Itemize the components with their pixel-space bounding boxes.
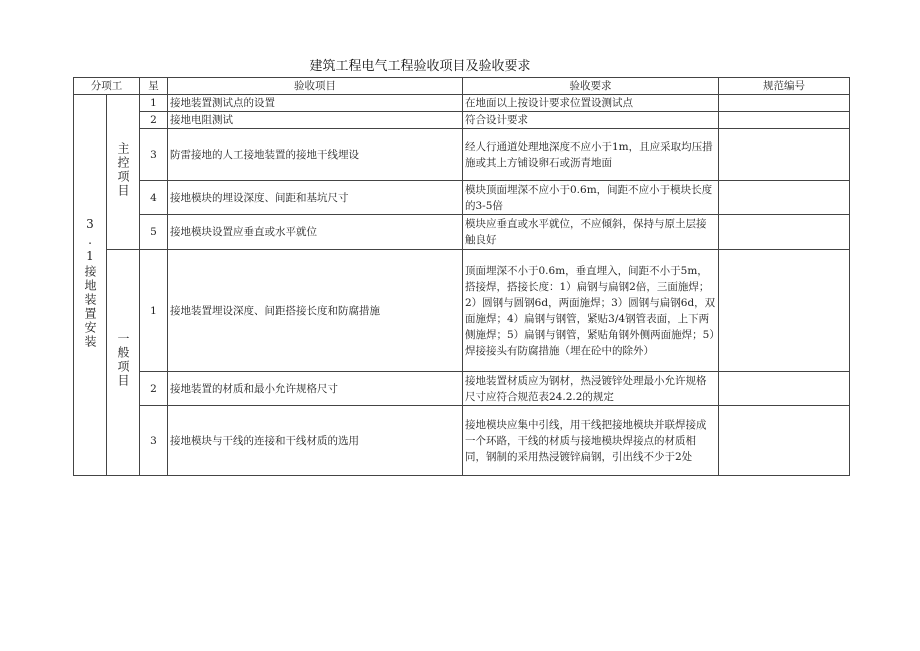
row-req: 顶面埋深不小于0.6m，垂直埋入，间距不小于5m，搭接焊，搭接长度：1）扁钢与扁钢2倍，三面施焊；2）圆钢与圆钢6d，两面施焊；3）圆钢与扁钢6d，双面施焊；4）扁钢与钢管，紧贴3/4钢管表面，上下两侧施焊；5）扁钢与钢管，紧贴角钢外侧两面施焊；5）焊接接头有防腐措施（埋在砼中的除外） [463, 250, 719, 372]
row-no: 2 [140, 372, 168, 406]
table-row [74, 406, 850, 476]
row-no: 5 [140, 215, 168, 250]
table-row [74, 372, 850, 406]
row-req: 在地面以上按设计要求位置设测试点 [463, 95, 719, 112]
row-code [719, 112, 850, 129]
row-code [719, 95, 850, 112]
page-title: 建筑工程电气工程验收项目及验收要求 [309, 59, 531, 74]
row-code [719, 406, 850, 476]
header-xu: 星 [140, 78, 168, 95]
acceptance-table [73, 77, 850, 476]
row-no: 2 [140, 112, 168, 129]
header-item: 验收项目 [168, 78, 463, 95]
row-req: 经人行通道处理地深度不应小于1m，且应采取均压措施或其上方铺设卵石或沥青地面 [463, 129, 719, 181]
row-req: 符合设计要求 [463, 112, 719, 129]
row-item: 接地装置埋设深度、间距搭接长度和防腐措施 [168, 250, 463, 372]
group-main-cell [107, 95, 140, 250]
header-row [74, 78, 850, 95]
row-no: 1 [140, 250, 168, 372]
section-cell [74, 95, 107, 476]
row-item: 接地电阻测试 [168, 112, 463, 129]
section-label: 3.1接地装置安装 [83, 216, 97, 349]
row-code [719, 215, 850, 250]
row-item: 防雷接地的人工接地装置的接地干线埋设 [168, 129, 463, 181]
row-item: 接地模块的埋设深度、间距和基坑尺寸 [168, 181, 463, 215]
table-row [74, 95, 850, 112]
group-general-label: 一般项目 [116, 332, 130, 388]
row-code [719, 372, 850, 406]
row-code [719, 129, 850, 181]
table-row [74, 215, 850, 250]
row-item: 接地模块与干线的连接和干线材质的选用 [168, 406, 463, 476]
row-no: 3 [140, 129, 168, 181]
table-row [74, 129, 850, 181]
row-req: 模块顶面埋深不应小于0.6m，间距不应小于模块长度的3-5倍 [463, 181, 719, 215]
row-req: 接地模块应集中引线，用干线把接地模块并联焊接成一个环路，干线的材质与接地模块焊接点的材质相同，钢制的采用热浸镀锌扁钢，引出线不少于2处 [463, 406, 719, 476]
row-no: 4 [140, 181, 168, 215]
group-general-cell [107, 250, 140, 476]
row-item: 接地模块设置应垂直或水平就位 [168, 215, 463, 250]
header-fenxiang: 分项工 [74, 78, 140, 95]
row-code [719, 181, 850, 215]
header-req: 验收要求 [463, 78, 719, 95]
row-no: 3 [140, 406, 168, 476]
table-row [74, 112, 850, 129]
table-row [74, 181, 850, 215]
row-req: 模块应垂直或水平就位，不应倾斜，保持与原土层接触良好 [463, 215, 719, 250]
header-code: 规范编号 [719, 78, 850, 95]
group-main-label: 主控项目 [116, 141, 130, 198]
row-no: 1 [140, 95, 168, 112]
row-item: 接地装置的材质和最小允许规格尺寸 [168, 372, 463, 406]
row-code [719, 250, 850, 372]
row-req: 接地装置材质应为钢材，热浸镀锌处理最小允许规格尺寸应符合规范表24.2.2的规定 [463, 372, 719, 406]
row-item: 接地装置测试点的设置 [168, 95, 463, 112]
table-row [74, 250, 850, 372]
